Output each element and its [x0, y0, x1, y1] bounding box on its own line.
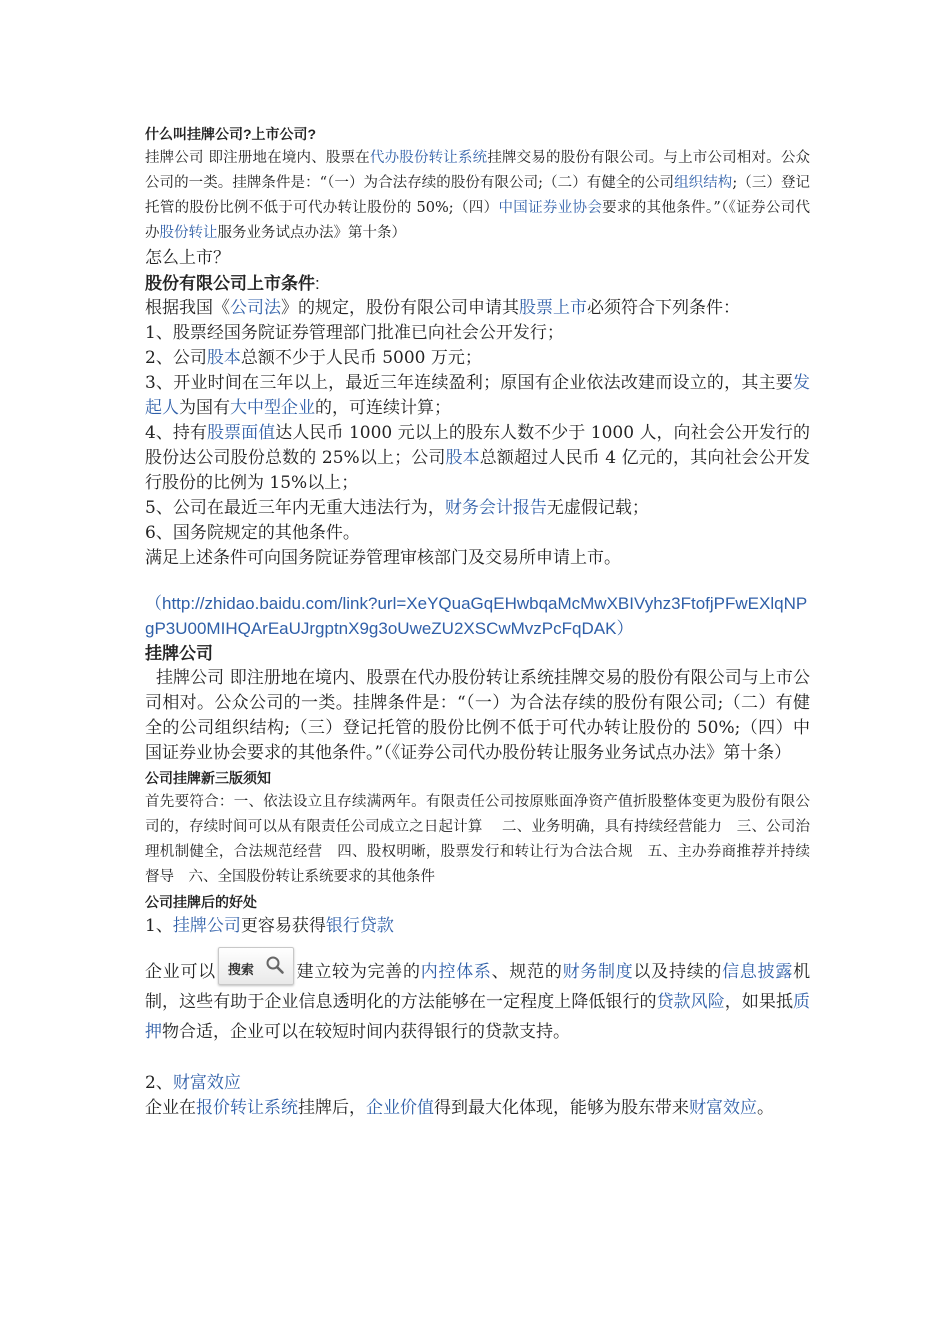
- paragraph-listed-company: 挂牌公司 即注册地在境内、股票在代办股份转让系统挂牌交易的股份有限公司与上市公司相对。公众公司的一类。挂牌条件是：“（一）为合法存续的股份有限公司;（二）有健全的公司组织结构;（三）登记托管的股份比例不低于可代办转让股份的 50%;（四）中国证券业协会要求的其他条件。”（《证券公司代办股份转让服务业务试点办法》第十条）: [145, 668, 810, 763]
- condition-item-5: 5、公司在最近三年内无重大违法行为，财务会计报告无虚假记载；: [145, 498, 649, 518]
- question-how-to-list: 怎么上市？: [145, 248, 230, 268]
- paragraph-neeq-notes: 首先要符合：一、依法设立且存续满两年。有限责任公司按原账面净资产值折股整体变更为股份有限公司的，存续时间可以从有限责任公司成立之日起计算 二、业务明确，具有持续经营能力 三、公司治理机制健全，合法规范经营 四、股权明晰，股票发行和转让行为合法合规 五、主办券商推荐并持续督导 六、全国股份转让系统要求的其他条件: [145, 794, 810, 885]
- condition-item-6: 6、国务院规定的其他条件。: [145, 523, 360, 543]
- link-otc-system[interactable]: 代办股份转让系统: [369, 150, 488, 166]
- paragraph-benefit-2: 企业在报价转让系统挂牌后，企业价值得到最大化体现，能够为股东带来财富效应。: [145, 1098, 774, 1118]
- link-financial-system[interactable]: 财务制度: [562, 962, 634, 982]
- link-securities-association[interactable]: 中国证券业协会: [498, 200, 603, 216]
- link-wealth-effect-2[interactable]: 财富效应: [689, 1098, 757, 1118]
- condition-item-1: 1、股票经国务院证券管理部门批准已向社会公开发行；: [145, 323, 564, 343]
- link-financial-report[interactable]: 财务会计报告: [444, 498, 547, 518]
- paragraph-listed-definition: 挂牌公司 即注册地在境内、股票在代办股份转让系统挂牌交易的股份有限公司。与上市公司相对。公众公司的一类。挂牌条件是：“（一）为合法存续的股份有限公司;（二）有健全的公司组织结构;（三）登记托管的股份比例不低于可代办转让股份的 50%;（四）中国证券业协会要求的其他条件。”（《证券公司代办股份转让服务业务试点办法》第十条）: [145, 150, 811, 241]
- document-body: [145, 122, 810, 1121]
- spacer: [145, 1047, 810, 1071]
- condition-item-2: 2、公司股本总额不少于人民币 5000 万元；: [145, 348, 482, 368]
- link-share-capital-2[interactable]: 股本: [445, 448, 480, 468]
- section-heading-listing-conditions: 股份有限公司上市条件:: [145, 274, 320, 293]
- section-heading-listed-company: 挂牌公司: [145, 644, 213, 663]
- link-internal-control[interactable]: 内控体系: [420, 962, 492, 982]
- paragraph-intro: 根据我国《公司法》的规定，股份有限公司申请其股票上市必须符合下列条件：: [145, 298, 740, 318]
- link-pledge[interactable]: 质押: [145, 992, 811, 1042]
- section-heading-what-is: 什么叫挂牌公司?上市公司?: [145, 126, 317, 142]
- closing-sentence: 满足上述条件可向国务院证券管理审核部门及交易所申请上市。: [145, 548, 621, 568]
- link-company-law[interactable]: 公司法: [230, 298, 281, 318]
- link-quote-transfer-system[interactable]: 报价转让系统: [196, 1098, 298, 1118]
- section-heading-neeq-notes: 公司挂牌新三版须知: [145, 770, 271, 786]
- benefit-item-1: 1、挂牌公司更容易获得银行贷款: [145, 916, 394, 936]
- link-share-transfer[interactable]: 股份转让: [159, 225, 218, 241]
- paragraph-benefit-1: 企业可以 搜索 建立较为完善的内控体系、规范的财务制度以及持续的信息披露机制，这些有助于企业信息透明化的方法能够在一定程度上降低银行的贷款风险，如果抵质押物合适，企业可以在较短时间内获得银行的贷款支持。: [145, 947, 810, 1047]
- benefit-item-2: 2、财富效应: [145, 1073, 241, 1093]
- link-share-capital[interactable]: 股本: [206, 348, 241, 368]
- link-listed-company[interactable]: 挂牌公司: [172, 916, 241, 936]
- source-link[interactable]: （http://zhidao.baidu.com/link?url=XeYQuaGqEHwbqaMcMwXBIVyhz3FtofjPFwEXlqNPgP3U00MIHQArEaUJrgptnX9g3oUweZU2XSCwMvzPcFqDAK）: [145, 594, 808, 638]
- condition-item-3: 3、开业时间在三年以上，最近三年连续盈利；原国有企业依法改建而设立的，其主要发起人为国有大中型企业的，可连续计算；: [145, 373, 810, 418]
- condition-item-4: 4、持有股票面值达人民币 1000 元以上的股东人数不少于 1000 人，向社会公开发行的股份达公司股份总数的 25%以上；公司股本总额超过人民币 4 亿元的，其向社会公开发行股份的比例为 15%以上；: [145, 423, 811, 493]
- link-enterprise-value[interactable]: 企业价值: [366, 1098, 434, 1118]
- link-par-value[interactable]: 股票面值: [207, 423, 276, 443]
- section-heading-benefits: 公司挂牌后的好处: [145, 894, 257, 910]
- link-wealth-effect[interactable]: 财富效应: [172, 1073, 241, 1093]
- spacer: [145, 571, 810, 591]
- link-bank-loan[interactable]: 银行贷款: [325, 916, 394, 936]
- link-org-structure[interactable]: 组织结构: [674, 175, 733, 191]
- link-large-enterprise[interactable]: 大中型企业: [230, 398, 315, 418]
- link-disclosure[interactable]: 信息披露: [722, 962, 794, 982]
- link-stock-listing[interactable]: 股票上市: [519, 298, 587, 318]
- magnifier-icon: [265, 955, 285, 975]
- link-promoter[interactable]: 发起人: [145, 373, 810, 418]
- source-url[interactable]: http://zhidao.baidu.com/link?url=XeYQuaGqEHwbqaMcMwXBIVyhz3FtofjPFwEXlqNPgP3U00MIHQArEaUJrgptnX9g3oUweZU2XSCwMvzPcFqDAK: [145, 594, 808, 638]
- search-button[interactable]: 搜索: [218, 947, 294, 985]
- link-loan-risk[interactable]: 贷款风险: [656, 992, 725, 1012]
